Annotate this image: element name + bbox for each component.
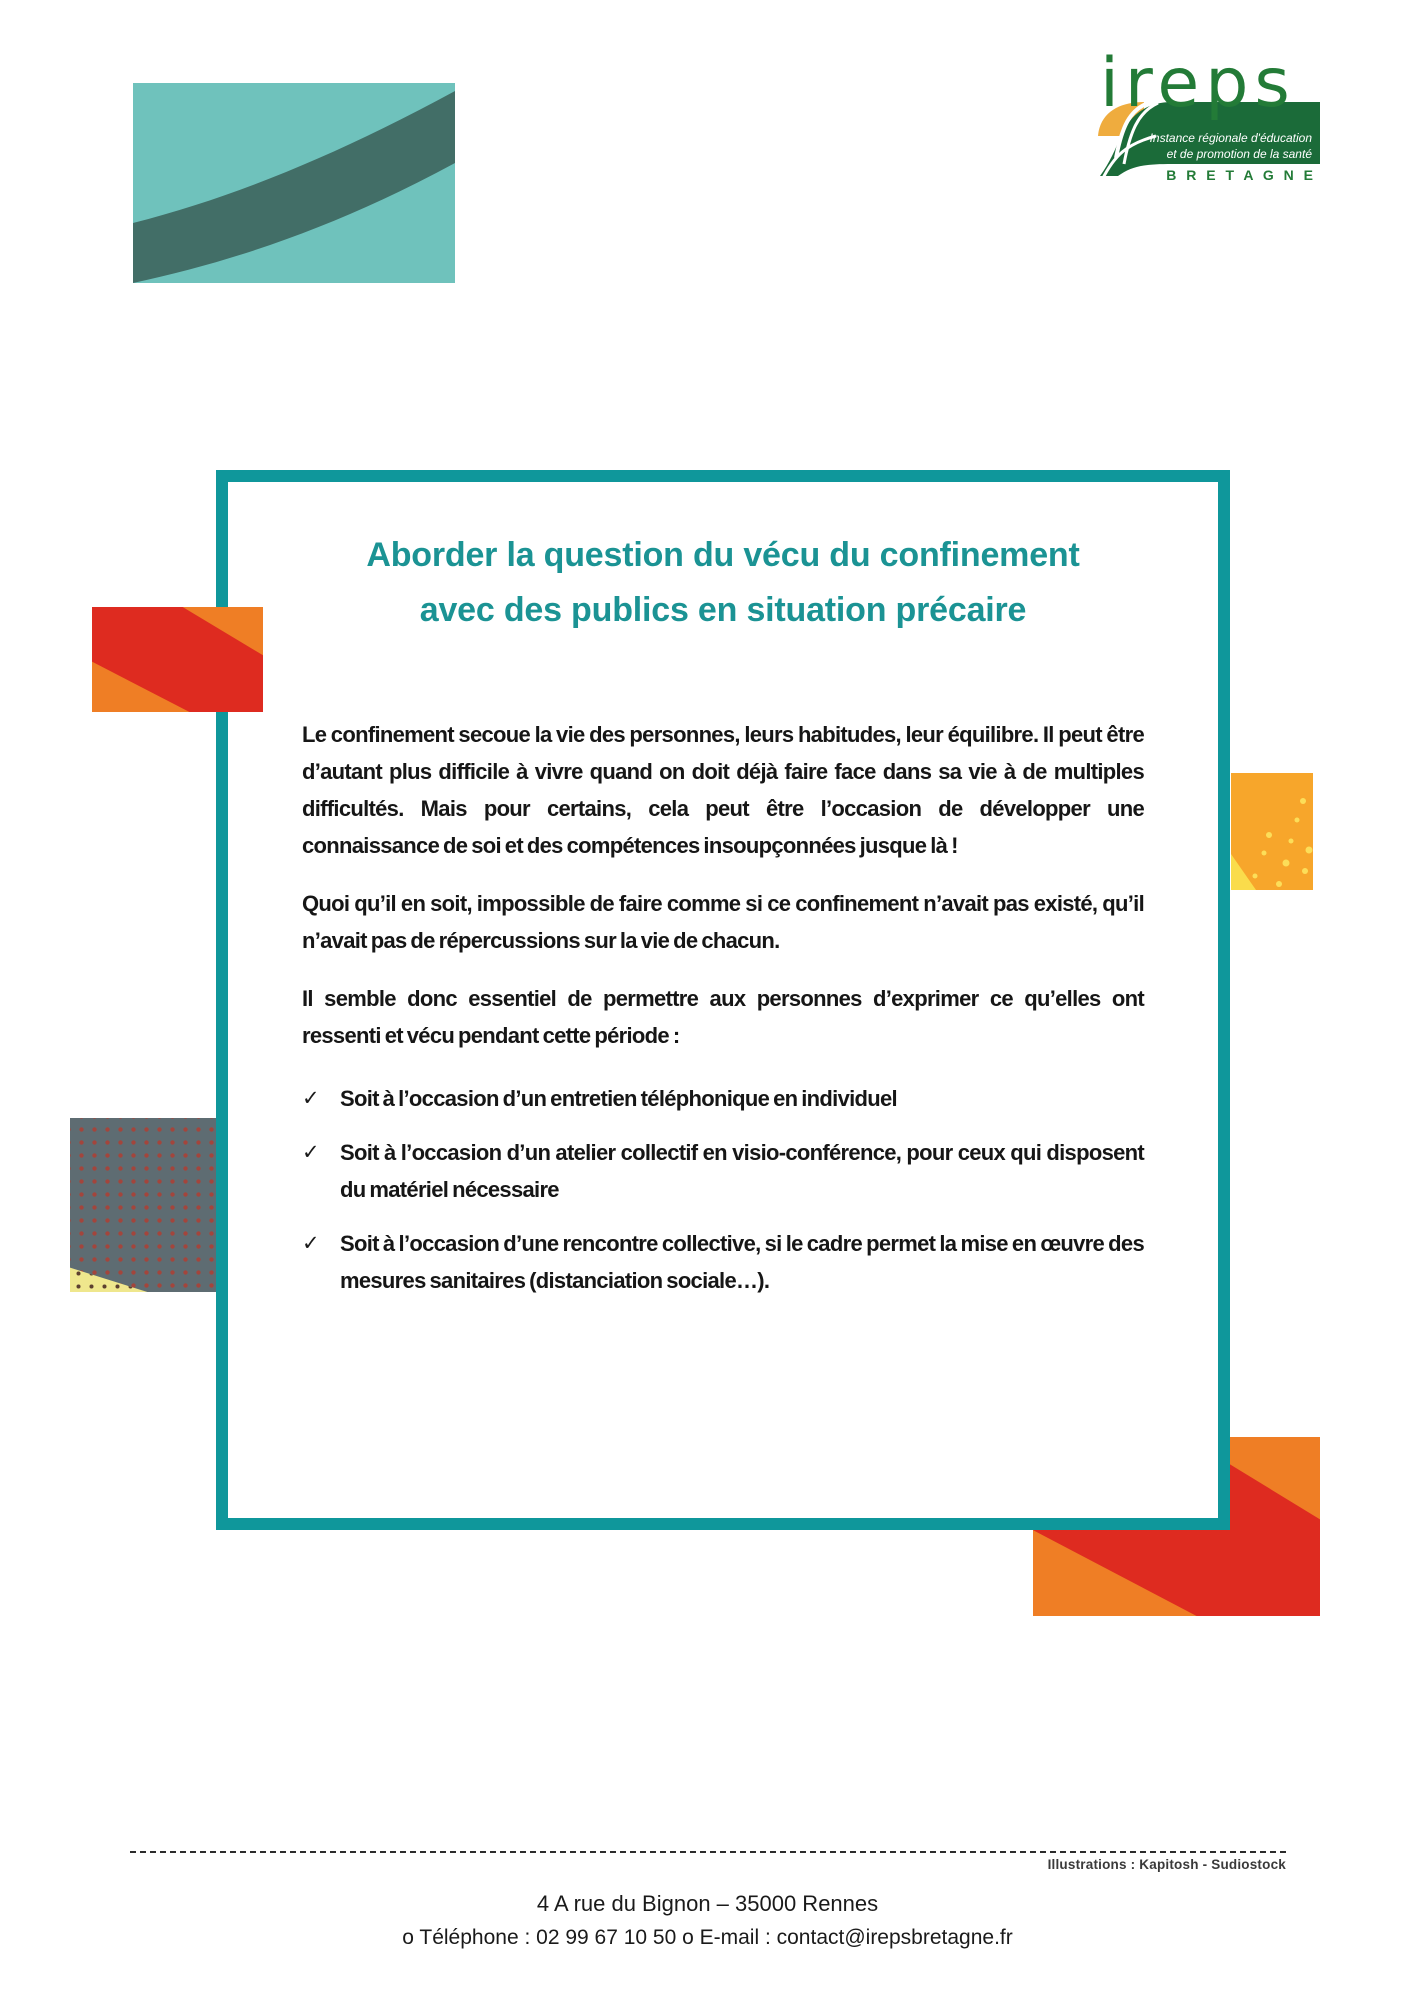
bullet-text: Soit à l’occasion d’un entretien téléphonique en individuel bbox=[340, 1086, 897, 1111]
bullet-item bbox=[302, 1080, 1144, 1117]
check-icon: ✓ bbox=[302, 1141, 320, 1164]
paragraph-2: Quoi qu’il en soit, impossible de faire comme si ce confinement n’avait pas existé, qu’il n’avait pas de répercussions sur la vie de chacun. bbox=[302, 891, 1144, 953]
footer-email: contact@irepsbretagne.fr bbox=[776, 1926, 1013, 1949]
bullet-list bbox=[302, 1080, 1144, 1299]
footer-address: 4 A rue du Bignon – 35000 Rennes bbox=[536, 1891, 879, 1916]
footer-contact bbox=[0, 1926, 1415, 1950]
check-icon: ✓ bbox=[302, 1232, 320, 1255]
check-icon: ✓ bbox=[302, 1087, 320, 1110]
footer-contact-text: o Téléphone : 02 99 67 10 50 o E-mail : bbox=[402, 1926, 777, 1949]
deco-red-orange-left bbox=[92, 607, 263, 712]
content-card bbox=[216, 470, 1230, 1530]
bullet-text: Soit à l’occasion d’un atelier collectif en visio-conférence, pour ceux qui disposent du matériel nécessaire bbox=[340, 1140, 1144, 1202]
deco-orange-dots-square bbox=[1231, 773, 1313, 890]
logo-tagline-line1: Instance régionale d'éducation bbox=[1149, 131, 1312, 145]
logo-tagline-line2: et de promotion de la santé bbox=[1166, 147, 1312, 161]
logo-region: B R E T A G N E bbox=[1166, 167, 1316, 183]
footer-divider bbox=[130, 1851, 1286, 1853]
page-title bbox=[302, 528, 1144, 638]
bullet-item bbox=[302, 1134, 1144, 1208]
card-content bbox=[228, 482, 1218, 1299]
paragraph-1: Le confinement secoue la vie des personnes, leurs habitudes, leur équilibre. Il peut être d’autant plus difficile à vivre quand on doit déjà faire face dans sa vie à de multiples difficultés. Mais pour certains, cela peut être l’occasion de développer une connaissance de soi et des compétences insoupçonnées jusque là ! bbox=[302, 722, 1144, 858]
bullet-item bbox=[302, 1225, 1144, 1299]
title-line-1: Aborder la question du vécu du confinement bbox=[366, 536, 1080, 574]
teal-banner-graphic bbox=[133, 83, 455, 283]
bullet-text: Soit à l’occasion d’une rencontre collective, si le cadre permet la mise en œuvre des mesures sanitaires (distanciation sociale…). bbox=[340, 1231, 1144, 1293]
illustration-credits: Illustrations : Kapitosh - Sudiostock bbox=[1047, 1857, 1286, 1872]
logo-brand: ireps bbox=[1100, 44, 1296, 123]
paragraph-3: Il semble donc essentiel de permettre aux personnes d’exprimer ce qu’elles ont ressenti et vécu pendant cette période : bbox=[302, 986, 1144, 1048]
title-line-2: avec des publics en situation précaire bbox=[419, 591, 1027, 629]
ireps-logo bbox=[1088, 40, 1320, 190]
deco-gray-dots-square bbox=[70, 1118, 216, 1292]
